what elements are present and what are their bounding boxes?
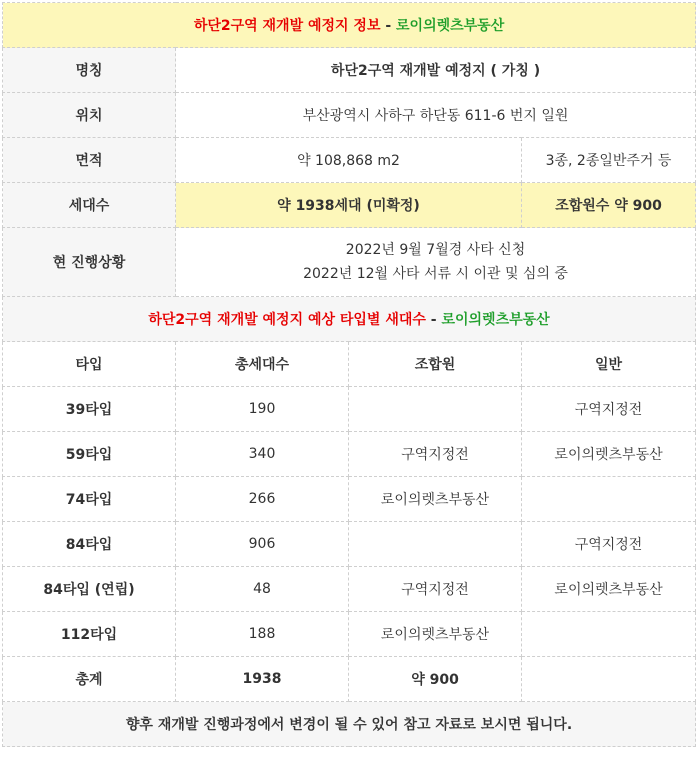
general-cell: 로이의렛츠부동산 [522,567,696,612]
title-red: 하단2구역 재개발 예정지 정보 [193,18,381,34]
table-row [3,612,696,657]
member-cell: 구역지정전 [349,432,522,477]
location-value: 부산광역시 사하구 하단동 611-6 번지 일원 [176,93,696,138]
table-row [3,432,696,477]
totals-member: 약 900 [349,657,522,702]
households-row [3,183,696,228]
types-header-row [3,297,696,342]
page-title [3,3,696,48]
total-cell: 266 [176,477,349,522]
title-brand: 로이의렛츠부동산 [396,18,505,34]
total-cell: 48 [176,567,349,612]
types-title-separator: - [425,312,442,328]
name-row [3,48,696,93]
type-cell: 74타입 [3,477,176,522]
column-header-general: 일반 [522,342,696,387]
type-cell: 39타입 [3,387,176,432]
status-label: 현 진행상황 [3,228,176,297]
footer-note: 향후 재개발 진행과정에서 변경이 될 수 있어 참고 자료로 보시면 됩니다. [3,702,696,747]
general-cell: 구역지정전 [522,387,696,432]
total-cell: 340 [176,432,349,477]
members-value: 조합원수 약 900 [522,183,696,228]
status-line-2: 2022년 12월 사타 서류 시 이관 및 심의 중 [303,266,568,282]
general-cell [522,612,696,657]
types-title [3,297,696,342]
general-cell [522,477,696,522]
status-row [3,228,696,297]
households-value: 약 1938세대 (미확정) [176,183,522,228]
column-header-member: 조합원 [349,342,522,387]
status-value [176,228,696,297]
table-row [3,567,696,612]
table-row [3,522,696,567]
member-cell [349,387,522,432]
households-label: 세대수 [3,183,176,228]
type-cell: 84타입 (연립) [3,567,176,612]
types-title-red: 하단2구역 재개발 예정지 예상 타입별 새대수 [148,312,426,328]
name-value: 하단2구역 재개발 예정지 ( 가칭 ) [176,48,696,93]
totals-label: 총계 [3,657,176,702]
general-cell: 구역지정전 [522,522,696,567]
location-label: 위치 [3,93,176,138]
total-cell: 906 [176,522,349,567]
total-cell: 188 [176,612,349,657]
footer-row [3,702,696,747]
column-header-type: 타입 [3,342,176,387]
area-value: 약 108,868 m2 [176,138,522,183]
total-cell: 190 [176,387,349,432]
title-separator: - [380,18,397,34]
types-column-header-row [3,342,696,387]
member-cell [349,522,522,567]
type-cell: 112타입 [3,612,176,657]
totals-total: 1938 [176,657,349,702]
column-header-total: 총세대수 [176,342,349,387]
types-title-brand: 로이의렛츠부동산 [441,312,550,328]
area-label: 면적 [3,138,176,183]
location-row [3,93,696,138]
status-line-1: 2022년 9월 7월경 사타 신청 [345,242,526,258]
member-cell: 로이의렛츠부동산 [349,612,522,657]
name-label: 명칭 [3,48,176,93]
member-cell: 로이의렛츠부동산 [349,477,522,522]
type-cell: 59타입 [3,432,176,477]
redevelopment-info-table [2,2,696,747]
totals-row [3,657,696,702]
totals-general [522,657,696,702]
zoning-value: 3종, 2종일반주거 등 [522,138,696,183]
member-cell: 구역지정전 [349,567,522,612]
area-row [3,138,696,183]
type-cell: 84타입 [3,522,176,567]
table-row [3,477,696,522]
table-row [3,387,696,432]
header-row [3,3,696,48]
general-cell: 로이의렛츠부동산 [522,432,696,477]
